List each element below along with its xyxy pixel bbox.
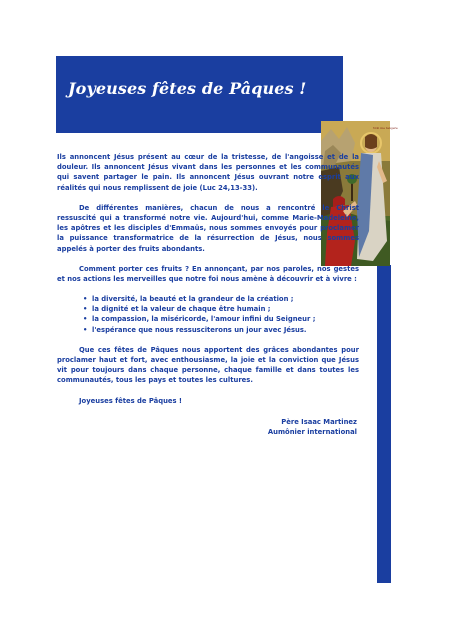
fruits-list	[57, 294, 359, 335]
signature-name: Père Isaac Martinez	[281, 417, 357, 426]
list-item: • la diversité, la beauté et la grandeur de la création ;	[92, 294, 359, 304]
icon-inscription: Noli me tangere	[373, 126, 398, 130]
page-title: Joyeuses fêtes de Pâques !	[68, 79, 307, 98]
paragraph-1: Ils annoncent Jésus présent au cœur de la tristesse, de l'angoisse et de la douleur. Ils annoncent Jésus vivant dans les personnes et les communautés qui savent partager le pain. Ils annoncent Jésus ouvrant notre esprit aux réalités qui nous remplissent de joie (Luc 24,13-33).	[57, 153, 359, 192]
signature-role: Aumônier international	[267, 427, 357, 436]
paragraph-2: De différentes manières, chacun de nous a rencontré le Christ ressuscité qui a transformé notre vie. Aujourd'hui, comme Marie-Madeleine, les apôtres et les disciples d'Emmaüs, nous sommes envoyés pour proclamer la puissance transformatrice de la résurrection de Jésus, nous sommes appelés à porter des fruits abondants.	[57, 203, 359, 253]
list-item: • la compassion, la miséricorde, l'amour infini du Seigneur ;	[92, 314, 359, 324]
title-banner	[56, 56, 343, 133]
signature-block	[57, 418, 357, 438]
greeting-line: Joyeuses fêtes de Pâques !	[79, 396, 183, 405]
letter-body	[57, 152, 359, 437]
closing-paragraph: Que ces fêtes de Pâques nous apportent des grâces abondantes pour proclamer haut et fort, avec enthousiasme, la joie et la conviction que Jésus vit pour toujours dans chaque personne, chaque famille et dans toutes les communautés, tous les pays et toutes les cultures.	[57, 345, 359, 385]
list-item: • la dignité et la valeur de chaque être humain ;	[92, 304, 359, 314]
paragraph-3: Comment porter ces fruits ? En annonçant, par nos paroles, nos gestes et nos actions les merveilles que notre foi nous amène à découvrir et à vivre :	[57, 264, 359, 283]
list-item: • l'espérance que nous ressusciterons un jour avec Jésus.	[92, 325, 359, 335]
decorative-side-bar	[377, 265, 391, 583]
